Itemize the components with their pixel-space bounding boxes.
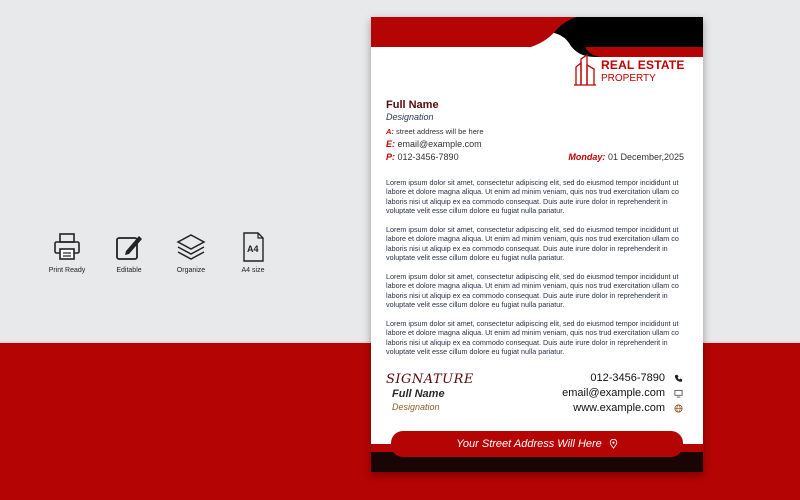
- logo-line1: REAL ESTATE: [601, 58, 685, 72]
- date-day: Monday:: [568, 152, 606, 162]
- location-pin-icon: [609, 439, 618, 449]
- company-logo: [574, 53, 685, 87]
- body-paragraph: Lorem ipsum dolor sit amet, consectetur adipiscing elit, sed do eiusmod tempor incididunt ut labore et dolore magna aliqua. Ut enim ad minim veniam, quis nos trud exercitation ullam co laboris nisi ut aliquip ex ea commodo consequat. Duis aute irure dolor in reprehenderit in voluptate velit esse cillum dolore eu fugiat nulla pariatur.: [386, 178, 679, 215]
- sender-name: Full Name: [386, 99, 439, 111]
- monitor-icon: [674, 389, 683, 398]
- footer-address: Your Street Address Will Here: [456, 438, 602, 450]
- layers-icon: [176, 231, 206, 263]
- feature-label: A4 size: [241, 267, 265, 274]
- phone-label: P:: [386, 152, 395, 162]
- feature-list: [36, 231, 284, 274]
- email-label: E:: [386, 139, 395, 149]
- signature: SIGNATURE: [386, 372, 474, 387]
- phone-value: 012-3456-7890: [397, 152, 459, 162]
- phone-icon: [674, 374, 683, 383]
- building-logo-icon: [574, 53, 596, 87]
- sheet-header-shape: [371, 17, 703, 57]
- sender-address: [386, 127, 484, 136]
- footer-phone-value: 012-3456-7890: [590, 372, 665, 384]
- body-paragraph: Lorem ipsum dolor sit amet, consectetur adipiscing elit, sed do eiusmod tempor incididunt ut labore et dolore magna aliqua. Ut enim ad minim veniam, quis nos trud exercitation ullam co laboris nisi ut aliquip ex ea commodo consequat. Duis aute irure dolor in reprehenderit in voluptate velit esse cillum dolore eu fugiat nulla pariatur.: [386, 225, 679, 262]
- feature-label: Organize: [176, 267, 206, 274]
- sender-email: [386, 139, 482, 149]
- globe-icon: [674, 404, 683, 413]
- feature-label: Editable: [116, 267, 142, 274]
- feature-organize: [160, 231, 222, 274]
- logo-line2: PROPERTY: [601, 73, 656, 84]
- footer-website-value: www.example.com: [573, 402, 665, 414]
- email-value: email@example.com: [397, 139, 482, 149]
- address-value: street address will be here: [396, 127, 484, 136]
- printer-icon: [52, 231, 82, 263]
- feature-label: Print Ready: [48, 267, 86, 274]
- sender-phone: [386, 152, 459, 162]
- footer-website: [573, 402, 683, 414]
- date-value: 01 December,2025: [607, 152, 684, 162]
- letter-date: [568, 152, 684, 162]
- footer-email: [562, 387, 683, 399]
- footer-phone: [590, 372, 683, 384]
- edit-icon: [114, 231, 144, 263]
- address-label: A:: [386, 127, 394, 136]
- sender-designation: Designation: [386, 112, 434, 122]
- body-paragraph: Lorem ipsum dolor sit amet, consectetur adipiscing elit, sed do eiusmod tempor incididunt ut labore et dolore magna aliqua. Ut enim ad minim veniam, quis nos trud exercitation ullam co laboris nisi ut aliquip ex ea commodo consequat. Duis aute irure dolor in reprehenderit in voluptate velit esse cillum dolore eu fugiat nulla pariatur.: [386, 319, 679, 356]
- letterhead-sheet: [371, 17, 703, 472]
- feature-editable: [98, 231, 160, 274]
- a4-badge: A4: [247, 244, 259, 254]
- footer-address-bar: [391, 431, 683, 457]
- body-paragraph: Lorem ipsum dolor sit amet, consectetur adipiscing elit, sed do eiusmod tempor incididunt ut labore et dolore magna aliqua. Ut enim ad minim veniam, quis nos trud exercitation ullam co laboris nisi ut aliquip ex ea commodo consequat. Duis aute irure dolor in reprehenderit in voluptate velit esse cillum dolore eu fugiat nulla pariatur.: [386, 272, 679, 309]
- feature-print-ready: [36, 231, 98, 274]
- feature-a4-size: [222, 231, 284, 274]
- a4-document-icon: [238, 231, 268, 263]
- signature-name: Full Name: [392, 388, 445, 400]
- signature-designation: Designation: [392, 402, 440, 412]
- footer-email-value: email@example.com: [562, 387, 665, 399]
